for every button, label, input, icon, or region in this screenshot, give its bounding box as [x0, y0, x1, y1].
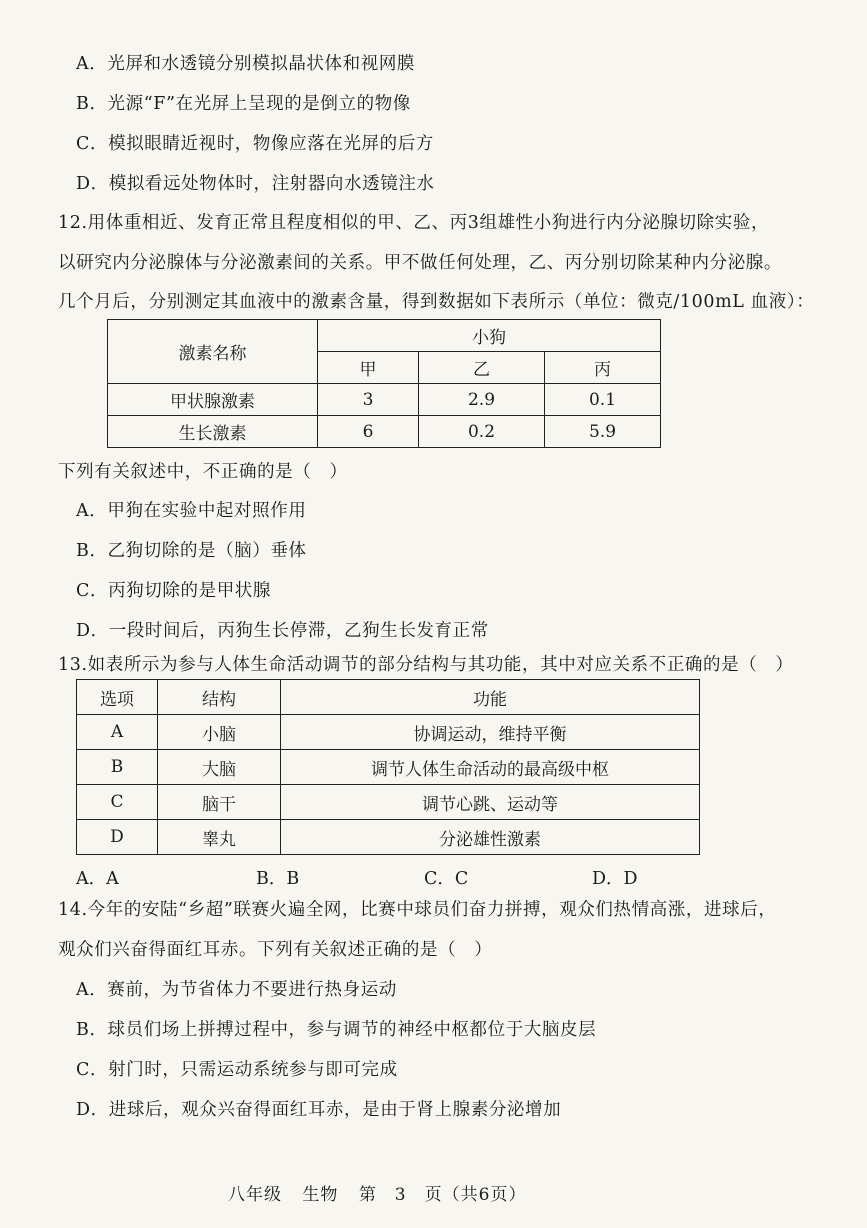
- cell-structure: 大脑: [158, 750, 281, 785]
- q11-option-c: C．模拟眼睛近视时，物像应落在光屏的后方: [76, 134, 434, 154]
- row-name: 生长激素: [108, 416, 318, 448]
- q13-answer-c: C．C: [424, 869, 469, 889]
- footer-subject: 生物: [302, 1185, 339, 1205]
- q14-option-d: D．进球后，观众兴奋得面红耳赤，是由于肾上腺素分泌增加: [76, 1100, 562, 1120]
- q12-option-d: D．一段时间后，丙狗生长停滞，乙狗生长发育正常: [76, 621, 489, 641]
- table-row: [77, 715, 700, 750]
- q12-option-b: B．乙狗切除的是（脑）垂体: [76, 541, 307, 561]
- row-name: 甲状腺激素: [108, 384, 318, 416]
- cell-structure: 睾丸: [158, 820, 281, 855]
- table-header-hormone-name: 激素名称: [108, 320, 318, 384]
- structure-function-table: [76, 679, 700, 855]
- q12-question: 下列有关叙述中，不正确的是（ ）: [58, 462, 348, 482]
- q14-option-a: A．赛前，为节省体力不要进行热身运动: [76, 980, 397, 1000]
- table-col-bing: 丙: [545, 352, 661, 384]
- q13-answer-b: B．B: [256, 869, 300, 889]
- q11-option-b: B．光源“F”在光屏上呈现的是倒立的物像: [76, 94, 411, 114]
- q13-stem: 13.如表所示为参与人体生命活动调节的部分结构与其功能，其中对应关系不正确的是（ ）: [58, 655, 794, 675]
- table-row: [108, 384, 661, 416]
- cell-value: 3: [318, 384, 419, 416]
- header-structure: 结构: [158, 680, 281, 715]
- cell-structure: 脑干: [158, 785, 281, 820]
- q12-stem-line-3: 几个月后，分别测定其血液中的激素含量，得到数据如下表所示（单位：微克/100mL 血液）：: [58, 292, 815, 312]
- page-footer: [228, 1180, 540, 1205]
- cell-function: 分泌雄性激素: [281, 820, 700, 855]
- cell-function: 调节心跳、运动等: [281, 785, 700, 820]
- cell-value: 0.2: [419, 416, 545, 448]
- cell-value: 0.1: [545, 384, 661, 416]
- q11-option-a: A．光屏和水透镜分别模拟晶状体和视网膜: [76, 54, 416, 74]
- cell-option: A: [77, 715, 158, 750]
- table-row: [77, 785, 700, 820]
- q12-option-a: A．甲狗在实验中起对照作用: [76, 501, 307, 521]
- q14-option-b: B．球员们场上拼搏过程中，参与调节的神经中枢都位于大脑皮层: [76, 1020, 597, 1040]
- q12-stem-line-2: 以研究内分泌腺体与分泌激素间的关系。甲不做任何处理，乙、丙分别切除某种内分泌腺。: [58, 253, 782, 273]
- footer-page-number: 第 3 页（共6页）: [358, 1185, 527, 1205]
- table-row: [108, 416, 661, 448]
- q13-answer-a: A．A: [76, 869, 119, 889]
- table-row: [77, 750, 700, 785]
- q14-option-c: C．射门时，只需运动系统参与即可完成: [76, 1060, 398, 1080]
- hormone-table: [107, 319, 661, 448]
- table-col-jia: 甲: [318, 352, 419, 384]
- cell-value: 2.9: [419, 384, 545, 416]
- header-option: 选项: [77, 680, 158, 715]
- footer-grade: 八年级: [228, 1185, 282, 1205]
- cell-structure: 小脑: [158, 715, 281, 750]
- cell-function: 调节人体生命活动的最高级中枢: [281, 750, 700, 785]
- cell-value: 6: [318, 416, 419, 448]
- q14-stem-line-1: 14.今年的安陆“乡超”联赛火遍全网，比赛中球员们奋力拼搏，观众们热情高涨，进球后，: [58, 900, 777, 920]
- table-col-yi: 乙: [419, 352, 545, 384]
- cell-option: B: [77, 750, 158, 785]
- q11-option-d: D．模拟看远处物体时，注射器向水透镜注水: [76, 174, 435, 194]
- cell-option: D: [77, 820, 158, 855]
- q12-stem-line-1: 12.用体重相近、发育正常且程度相似的甲、乙、丙3组雄性小狗进行内分泌腺切除实验，: [58, 213, 770, 233]
- cell-option: C: [77, 785, 158, 820]
- header-function: 功能: [281, 680, 700, 715]
- q12-option-c: C．丙狗切除的是甲状腺: [76, 581, 271, 601]
- cell-value: 5.9: [545, 416, 661, 448]
- cell-function: 协调运动，维持平衡: [281, 715, 700, 750]
- q14-stem-line-2: 观众们兴奋得面红耳赤。下列有关叙述正确的是（ ）: [58, 940, 493, 960]
- table-row: [77, 820, 700, 855]
- q13-answer-d: D．D: [592, 869, 638, 889]
- table-header-puppy: 小狗: [318, 320, 661, 352]
